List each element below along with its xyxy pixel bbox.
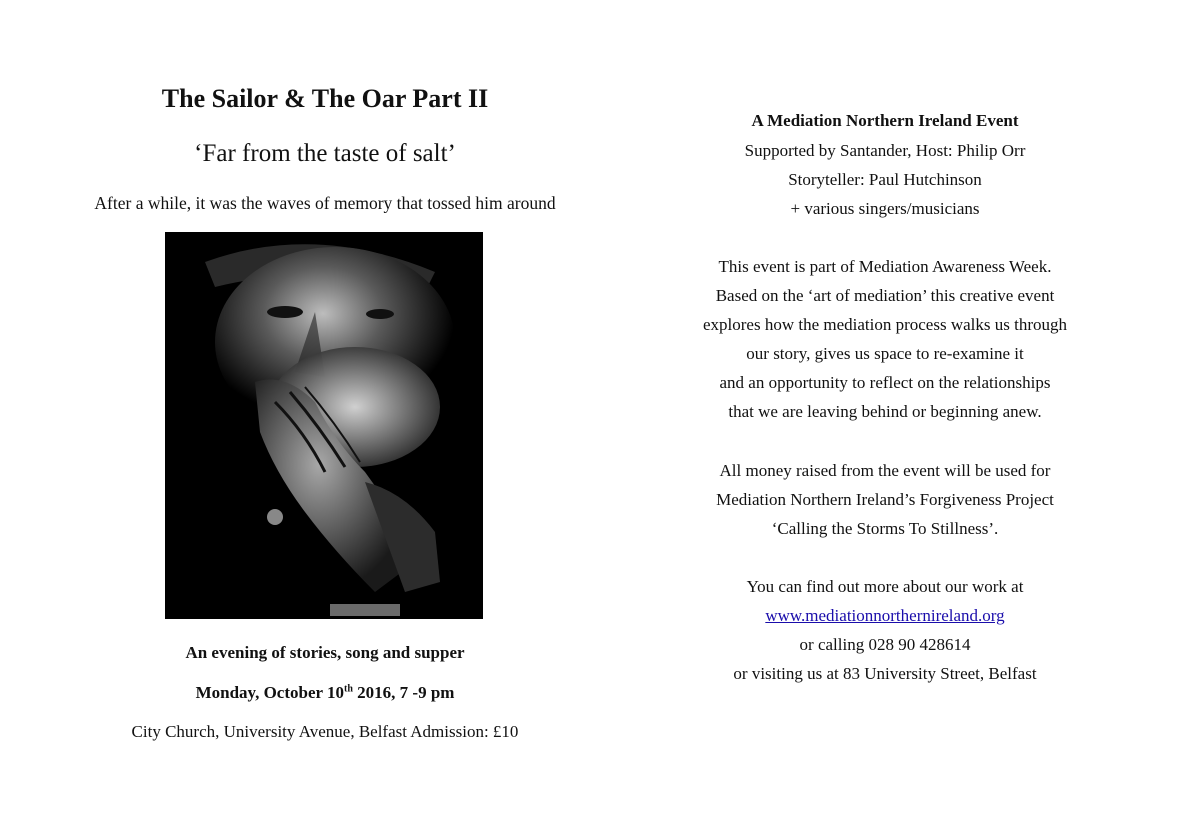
event-date: Monday, October 10th 2016, 7 -9 pm (195, 683, 455, 702)
description-line: our story, gives us space to re-examine it (746, 344, 1024, 363)
fundraising-line: ‘Calling the Storms To Stillness’. (771, 519, 999, 538)
event-organizer-heading: A Mediation Northern Ireland Event (751, 111, 1019, 130)
description-line: This event is part of Mediation Awareness Week. (718, 257, 1052, 276)
event-description: An evening of stories, song and supper (185, 643, 465, 662)
event-venue: City Church, University Avenue, Belfast Admission: £10 (131, 722, 519, 741)
sailor-portrait-photo (165, 232, 483, 619)
event-title: The Sailor & The Oar Part II (161, 84, 489, 113)
musicians-line: + various singers/musicians (790, 199, 980, 218)
left-panel (30, 0, 620, 824)
event-tagline: After a while, it was the waves of memory that tossed him around (94, 193, 556, 213)
fundraising-line: Mediation Northern Ireland’s Forgiveness Project (716, 490, 1054, 509)
website-link[interactable]: www.mediationnorthernireland.org (765, 606, 1005, 625)
description-line: and an opportunity to reflect on the relationships (719, 373, 1051, 392)
find-more-line: You can find out more about our work at (746, 577, 1024, 596)
description-line: Based on the ‘art of mediation’ this creative event (715, 286, 1055, 305)
right-panel (585, 0, 1185, 824)
website-line (585, 605, 1185, 627)
address-line: or visiting us at 83 University Street, Belfast (733, 664, 1037, 683)
phone-line: or calling 028 90 428614 (799, 635, 971, 654)
storyteller-line: Storyteller: Paul Hutchinson (788, 170, 982, 189)
sponsor-host-line: Supported by Santander, Host: Philip Orr (744, 141, 1026, 160)
description-line: that we are leaving behind or beginning anew. (728, 402, 1042, 421)
event-subtitle: ‘Far from the taste of salt’ (194, 140, 456, 167)
description-line: explores how the mediation process walks us through (702, 315, 1067, 334)
fundraising-line: All money raised from the event will be used for (719, 461, 1051, 480)
